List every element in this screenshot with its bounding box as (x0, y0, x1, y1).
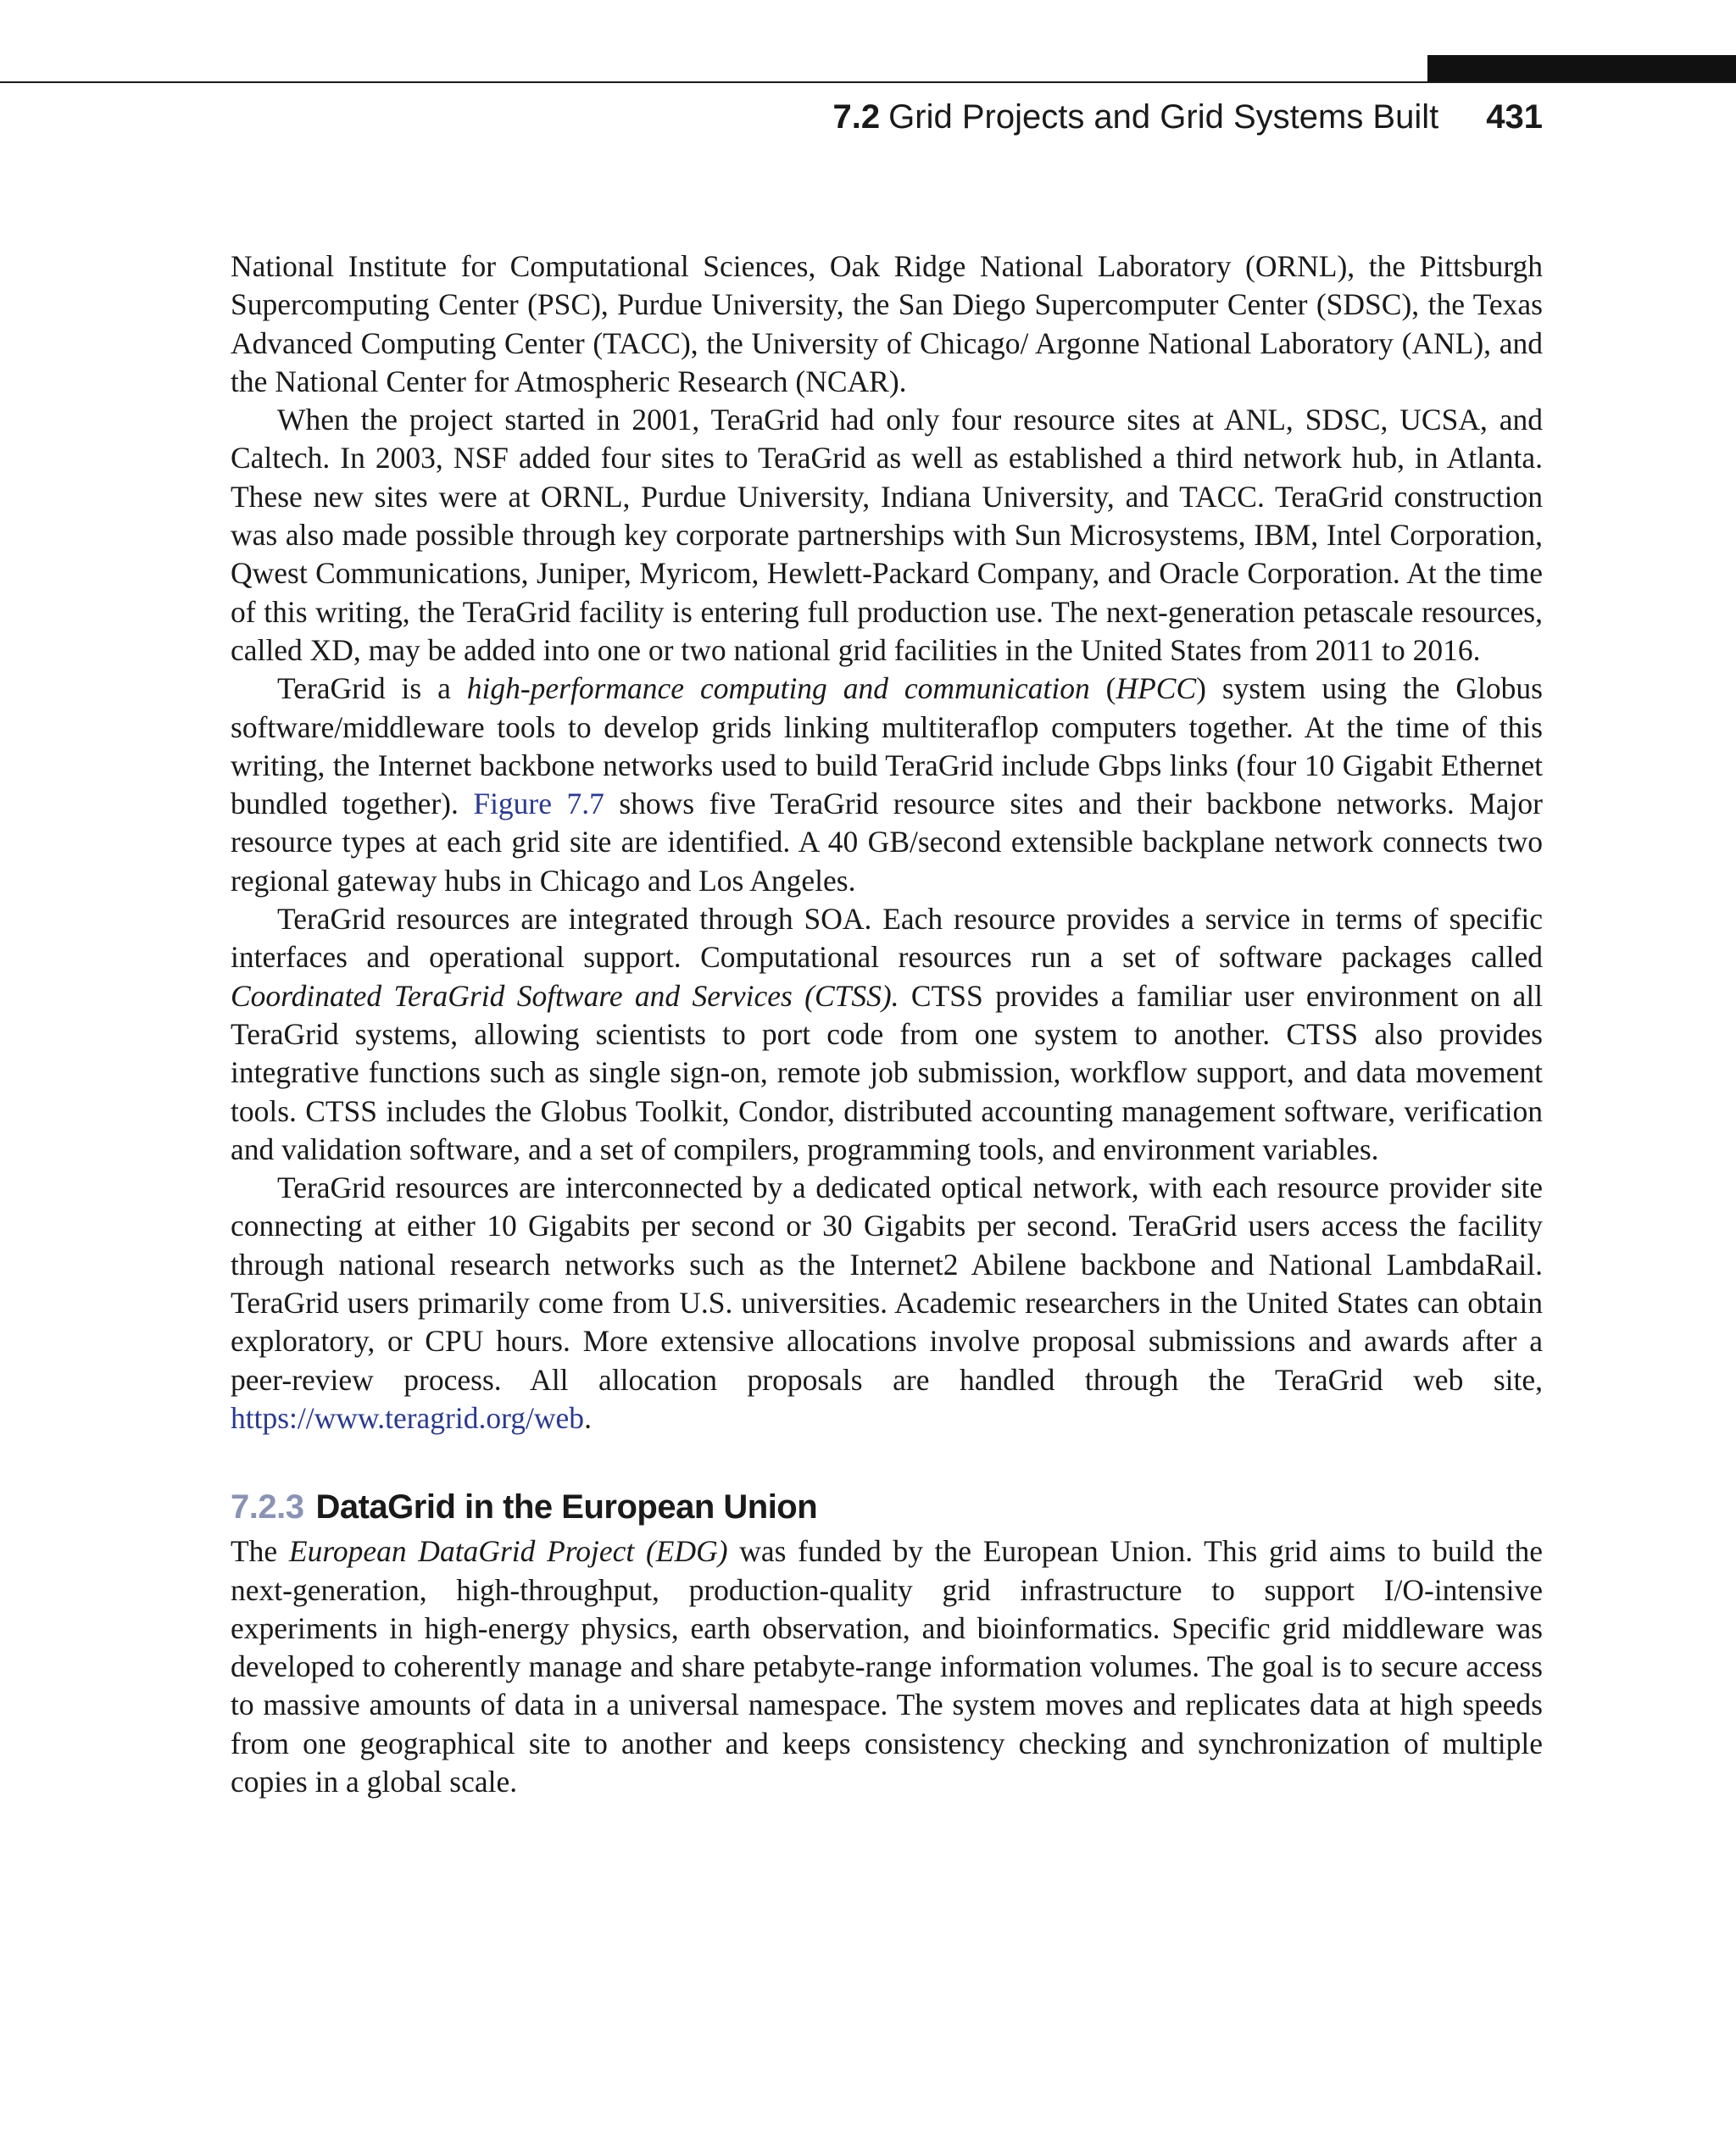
section-heading (231, 1483, 1543, 1531)
paragraph-3-text-c: ( (1089, 671, 1116, 706)
running-head-section-title: Grid Projects and Grid Systems Built (888, 98, 1439, 136)
section-heading-title: DataGrid in the European Union (315, 1488, 818, 1527)
section-paragraph (231, 1532, 1543, 1801)
paragraph-3-text-e: ) system using the Globus software/middleware tools to develop grids linking multiteraflop computers together. At the time of this writing, the Internet backbone networks used to build TeraGrid include Gbps links (four 10 Gigabit Ethernet bundled together). (231, 671, 1543, 821)
paragraph-2: When the project started in 2001, TeraGrid had only four resource sites at ANL, SDSC, UCSA, and Caltech. In 2003, NSF added four sites to TeraGrid as well as established a third network hub, in Atlanta. These new sites were at ORNL, Purdue University, Indiana University, and TACC. TeraGrid construction was also made possible through key corporate partnerships with Sun Microsystems, IBM, Intel Corporation, Qwest Communications, Juniper, Myricom, Hewlett-Packard Company, and Oracle Corporation. At the time of this writing, the TeraGrid facility is entering full production use. The next-generation petascale resources, called XD, may be added into one or two national grid facilities in the United States from 2011 to 2016. (231, 403, 1543, 667)
running-head (833, 92, 1543, 142)
body-text (231, 247, 1543, 1801)
paragraph-3-term-hpcc: HPCC (1116, 671, 1197, 706)
paragraph-4-text-a: TeraGrid resources are integrated through SOA. Each resource provides a service in terms of specific interfaces and operational support. Computational resources run a set of software packages called (231, 902, 1543, 975)
figure-7-7-link[interactable]: Figure 7.7 (473, 787, 604, 821)
paragraph-1: National Institute for Computational Sciences, Oak Ridge National Laboratory (ORNL), the Pittsburgh Supercomputing Center (PSC), Purdue University, the San Diego Supercomputer Center (SDSC), the Texas Advanced Computing Center (TACC), the University of Chicago/ Argonne National Laboratory (ANL), and the National Center for Atmospheric Research (NCAR). (231, 249, 1543, 398)
paragraph-3-text-f: shows five TeraGrid resource sites and their backbone networks. Major resource types at each grid site are identified. A 40 GB/second extensible backplane network connects two regional gateway hubs in Chicago and Los Angeles. (231, 787, 1543, 898)
running-head-section-number: 7.2 (832, 98, 881, 136)
paragraph-3-text-a: TeraGrid is a (277, 671, 467, 706)
paragraph-5-text-b: . (584, 1400, 592, 1435)
header-rule (0, 81, 1736, 83)
section-paragraph-text-a: The (231, 1534, 289, 1569)
teragrid-web-link[interactable]: https://www.teragrid.org/web (231, 1400, 585, 1435)
paragraph-5 (231, 1169, 1543, 1438)
paragraph-4-text-c: CTSS provides a familiar user environment on all TeraGrid systems, allowing scientists to port code from one system to another. CTSS also provides integrative functions such as single sign-on, remote job submission, workflow support, and data movement tools. CTSS includes the Globus Toolkit, Condor, distributed accounting management software, verification and validation software, and a set of compilers, programming tools, and environment variables. (231, 978, 1543, 1166)
header-tab-bar (1427, 55, 1736, 83)
paragraph-4-term-ctss: Coordinated TeraGrid Software and Services (CTSS). (231, 978, 899, 1013)
section-heading-number: 7.2.3 (231, 1488, 304, 1527)
section-paragraph-text-c: was funded by the European Union. This grid aims to build the next-generation, high-throughput, production-quality grid infrastructure to support I/O-intensive experiments in high-energy physics, earth observation, and bioinformatics. Specific grid middleware was developed to coherently manage and share petabyte-range information volumes. The goal is to secure access to massive amounts of data in a universal namespace. The system moves and replicates data at high speeds from one geographical site to another and keeps consistency checking and synchronization of multiple copies in a global scale. (231, 1534, 1543, 1799)
paragraph-3 (231, 670, 1543, 900)
paragraph-4 (231, 900, 1543, 1169)
paragraph-3-term-hpcc-full: high-performance computing and communication (466, 671, 1090, 706)
paragraph-5-text-a: TeraGrid resources are interconnected by a dedicated optical network, with each resource provider site connecting at either 10 Gigabits per second or 30 Gigabits per second. TeraGrid users access the facility through national research networks such as the Internet2 Abilene backbone and National LambdaRail. TeraGrid users primarily come from U.S. universities. Academic researchers in the United States can obtain exploratory, or CPU hours. More extensive allocations involve proposal submissions and awards after a peer-review process. All allocation proposals are handled through the TeraGrid web site, (231, 1171, 1543, 1397)
section-paragraph-term-edg: European DataGrid Project (EDG) (288, 1534, 728, 1569)
page-number: 431 (1486, 98, 1543, 136)
